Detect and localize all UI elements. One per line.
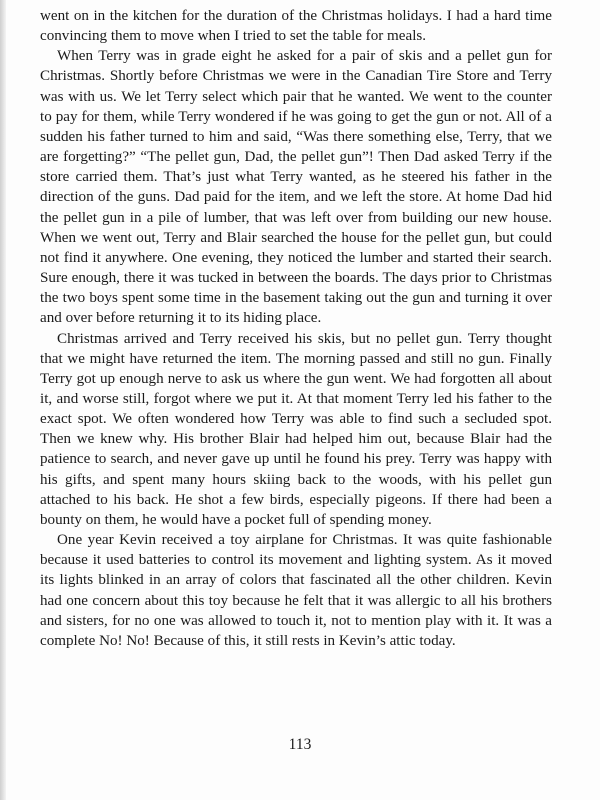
paragraph-toy-airplane: One year Kevin received a toy airplane for Christmas. It was quite fashionable because it used batteries to control its movement and lighting system. As it moved its lights blinked in an array of colors that fascinated all the other children. Kevin had one concern about this toy because he felt that it was allergic to all his brothers and sisters, for no one was allowed to touch it, not to mention play with it. It was a complete No! No! Because of this, it still rests in Kevin’s attic today. [40, 532, 552, 649]
paragraph-continuation: went on in the kitchen for the duration of the Christmas holidays. I had a hard time convincing them to move when I tried to set the table for meals. [40, 8, 552, 45]
page-binding-shadow [0, 0, 6, 800]
page-number: 113 [288, 736, 312, 753]
body-text [40, 6, 552, 651]
paragraph-christmas-arrived: Christmas arrived and Terry received his skis, but no pellet gun. Terry thought that we might have returned the item. The morning passed and still no gun. Finally Terry got up enough nerve to ask us where the gun went. We had forgotten all about it, and worse still, forgot where we put it. At that moment Terry led his father to the exact spot. We often wondered how Terry was able to find such a secluded spot. Then we knew why. His brother Blair had helped him out, because Blair had the patience to search, and never gave up until he found his prey. Terry was happy with his gifts, and spent many hours skiing back to the woods, with his pellet gun attached to his back. He shot a few birds, especially pigeons. If there had been a bounty on them, he would have a pocket full of spending money. [40, 330, 552, 528]
paragraph-pellet-gun: When Terry was in grade eight he asked for a pair of skis and a pellet gun for Christmas. Shortly before Christmas we were in the Canadian Tire Store and Terry was with us. We let Terry select which pair that he wanted. We went to the counter to pay for them, while Terry wondered if he was going to get the gun or not. All of a sudden his father turned to him and said, “Was there something else, Terry, that we are forgetting?” “The pellet gun, Dad, the pellet gun”! Then Dad asked Terry if the store carried them. That’s just what Terry wanted, as he steered his father in the direction of the guns. Dad paid for the item, and we left the store. At home Dad hid the pellet gun in a pile of lumber, that was left over from building our new house. When we went out, Terry and Blair searched the house for the pellet gun, but could not find it anywhere. One evening, they noticed the lumber and started their search. Sure enough, there it was tucked in between the boards. The days prior to Christmas the two boys spent some time in the basement taking out the gun and turning it over and over before returning it to its hiding place. [40, 48, 552, 327]
